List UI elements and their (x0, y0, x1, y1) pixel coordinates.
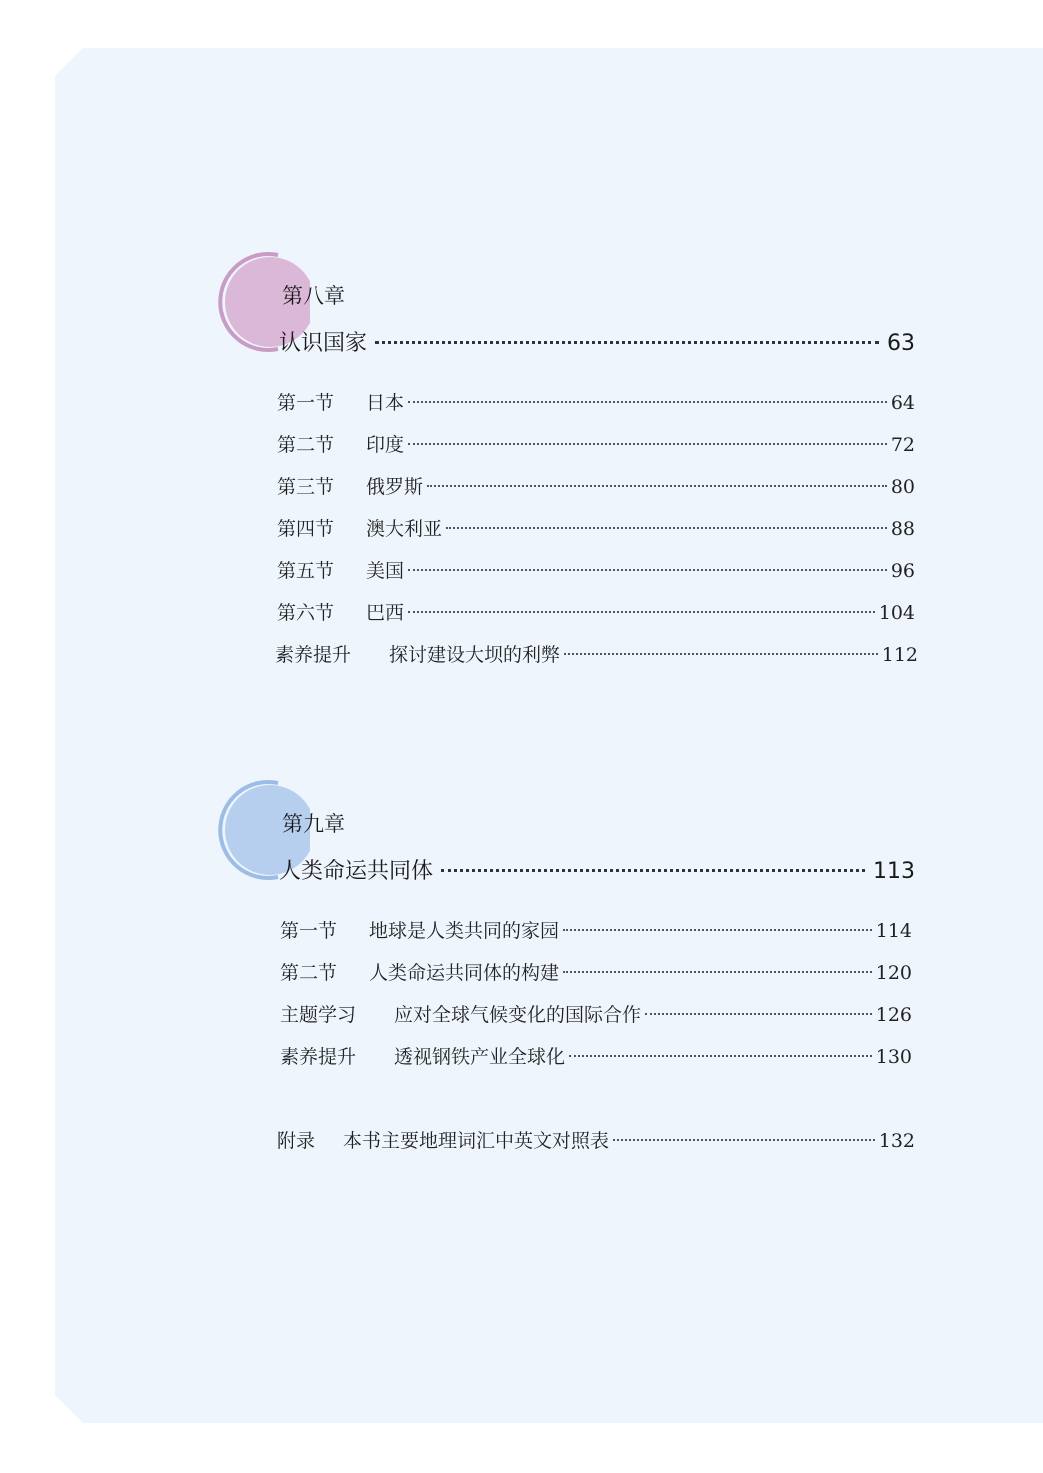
section-title: 日本 (366, 392, 405, 414)
chapter-title: 认识国家 (279, 331, 368, 356)
page-number: 114 (875, 920, 912, 942)
appendix-entry[interactable] (277, 1126, 915, 1153)
section-title: 印度 (366, 434, 405, 456)
dot-leader (408, 611, 875, 613)
page-number: 104 (878, 602, 915, 624)
dot-leader (613, 1139, 875, 1141)
page-number: 80 (890, 476, 915, 498)
dot-leader (408, 443, 887, 445)
dot-leader (563, 971, 872, 973)
section-title: 应对全球气候变化的国际合作 (394, 1004, 642, 1026)
section-title: 地球是人类共同的家园 (369, 920, 560, 942)
dot-leader (569, 1055, 872, 1057)
page-number: 96 (890, 560, 915, 582)
page-number: 63 (887, 331, 915, 356)
dot-leader (563, 929, 872, 931)
page-number: 130 (875, 1046, 912, 1068)
section-number: 第六节 (277, 602, 335, 624)
section-title: 美国 (366, 560, 405, 582)
toc-entry[interactable] (277, 556, 915, 583)
page-number: 132 (878, 1130, 915, 1152)
section-title: 透视钢铁产业全球化 (394, 1046, 566, 1068)
section-number: 第四节 (277, 518, 335, 540)
appendix-label: 附录 (277, 1130, 316, 1152)
toc-entry[interactable] (277, 472, 915, 499)
section-title: 澳大利亚 (366, 518, 443, 540)
toc-entry[interactable] (280, 1000, 912, 1027)
toc-entry[interactable] (275, 640, 918, 667)
section-number: 素养提升 (280, 1046, 357, 1068)
toc-entry[interactable] (280, 1042, 912, 1069)
dot-leader (645, 1013, 872, 1015)
section-title: 探讨建设大坝的利弊 (389, 644, 561, 666)
page-number: 112 (881, 644, 918, 666)
dot-leader (408, 401, 887, 403)
section-number: 主题学习 (280, 1004, 357, 1026)
toc-entry[interactable] (277, 598, 915, 625)
section-title: 俄罗斯 (366, 476, 424, 498)
page-number: 113 (873, 859, 915, 884)
page-number: 88 (890, 518, 915, 540)
dot-leader (427, 485, 887, 487)
section-number: 第二节 (280, 962, 338, 984)
toc-entry[interactable] (280, 916, 912, 943)
toc-entry[interactable] (280, 958, 912, 985)
dot-leader (375, 341, 879, 344)
section-title: 人类命运共同体的构建 (369, 962, 560, 984)
page-number: 126 (875, 1004, 912, 1026)
section-number: 第五节 (277, 560, 335, 582)
dot-leader (446, 527, 887, 529)
page-number: 64 (890, 392, 915, 414)
section-number: 素养提升 (275, 644, 352, 666)
page-panel (55, 48, 1043, 1423)
toc-entry[interactable] (277, 430, 915, 457)
toc-entry[interactable] (277, 388, 915, 415)
appendix-title: 本书主要地理词汇中英文对照表 (343, 1130, 610, 1152)
dot-leader (441, 869, 865, 872)
page-number: 72 (890, 434, 915, 456)
chapter-9-title-row[interactable] (279, 854, 915, 885)
section-number: 第一节 (277, 392, 335, 414)
chapter-8-title-row[interactable] (279, 326, 915, 357)
chapter-9-label: 第九章 (282, 812, 345, 836)
chapter-title: 人类命运共同体 (279, 859, 434, 884)
chapter-8-label: 第八章 (282, 284, 345, 308)
page-number: 120 (875, 962, 912, 984)
section-title: 巴西 (366, 602, 405, 624)
toc-entry[interactable] (277, 514, 915, 541)
section-number: 第二节 (277, 434, 335, 456)
section-number: 第一节 (280, 920, 338, 942)
dot-leader (408, 569, 887, 571)
dot-leader (564, 653, 878, 655)
section-number: 第三节 (277, 476, 335, 498)
